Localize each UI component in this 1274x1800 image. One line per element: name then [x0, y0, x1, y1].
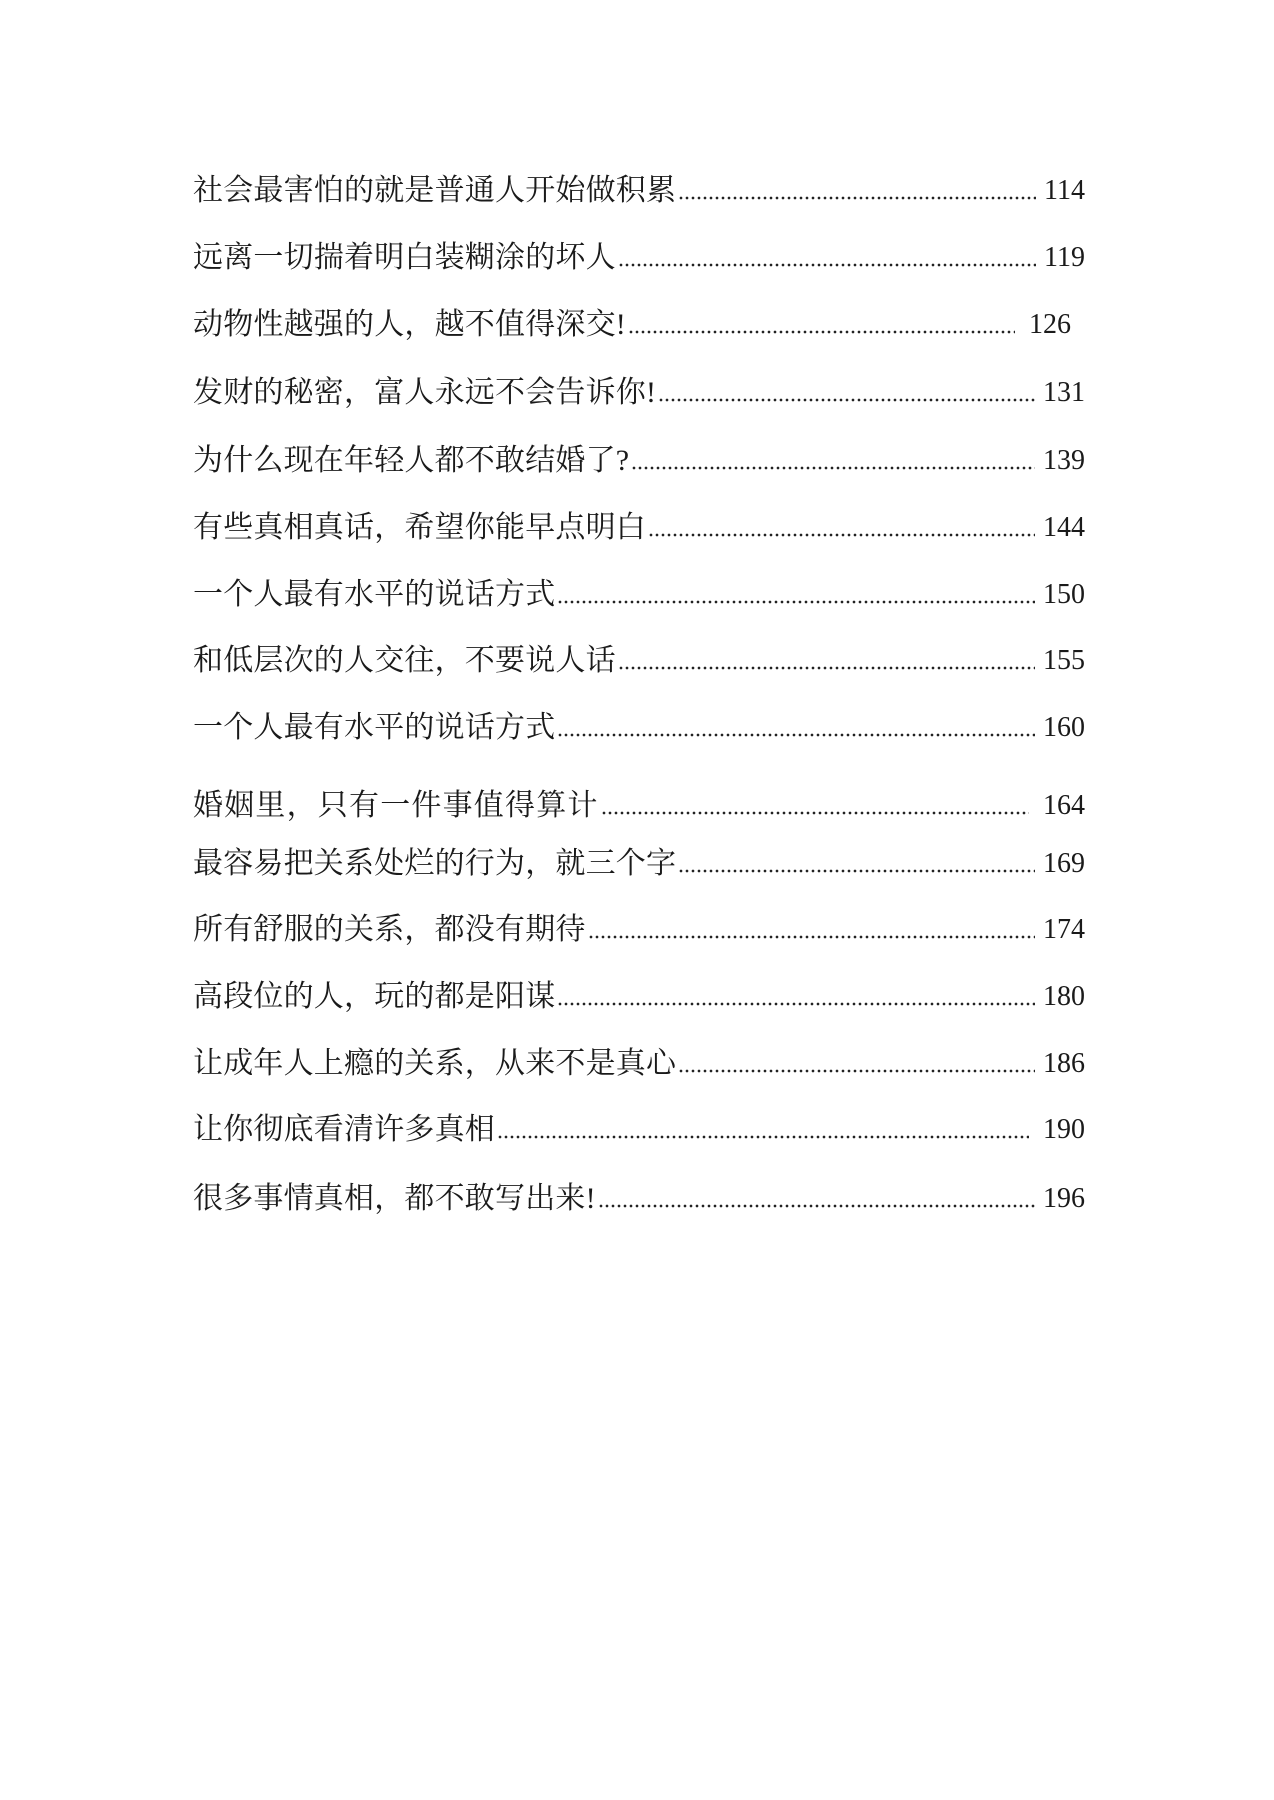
toc-entry: [193, 910, 1085, 950]
toc-entry: [193, 708, 1085, 748]
dot-leader: [557, 732, 1035, 738]
toc-entry-page-number: 169: [1043, 848, 1085, 879]
toc-entry-title: 动物性越强的人，越不值得深交!: [193, 308, 626, 341]
toc-entry-page-number: 150: [1043, 579, 1085, 610]
dot-leader: [557, 599, 1035, 605]
toc-entry-title: 很多事情真相，都不敢写出来!: [193, 1182, 596, 1215]
toc-entry-title: 一个人最有水平的说话方式: [193, 711, 556, 744]
toc-entry-page-number: 174: [1043, 914, 1085, 945]
dot-leader: [618, 262, 1036, 268]
toc-entry-title: 婚姻里，只有一件事值得算计: [193, 789, 599, 822]
toc-entry: [193, 1179, 1085, 1219]
toc-entry-title: 让你彻底看清许多真相: [193, 1113, 495, 1146]
toc-entry-title: 和低层次的人交往，不要说人话: [193, 644, 616, 677]
toc-entry-page-number: 196: [1043, 1183, 1085, 1214]
dot-leader: [557, 1001, 1035, 1007]
toc-entry-page-number: 160: [1043, 712, 1085, 743]
toc-entry-title: 为什么现在年轻人都不敢结婚了?: [193, 444, 630, 477]
toc-entry: [193, 786, 1085, 826]
toc-entry: [193, 641, 1085, 681]
toc-entry-page-number: 114: [1044, 175, 1085, 206]
toc-entry-title: 发财的秘密，富人永远不会告诉你!: [193, 376, 657, 409]
dot-leader: [678, 195, 1036, 201]
toc-entry-page-number: 180: [1043, 981, 1085, 1012]
toc-entry: [193, 844, 1085, 884]
toc-entry-page-number: 164: [1043, 790, 1085, 821]
toc-entry-page-number: 186: [1043, 1048, 1085, 1079]
toc-entry-page-number: 126: [1029, 309, 1071, 340]
toc-entry-title: 远离一切揣着明白装糊涂的坏人: [193, 241, 616, 274]
dot-leader: [678, 868, 1035, 874]
dot-leader: [628, 329, 1015, 335]
toc-entry: [193, 508, 1085, 548]
dot-leader: [631, 465, 1035, 471]
toc-entry-page-number: 144: [1043, 512, 1085, 543]
toc-entry-title: 社会最害怕的就是普通人开始做积累: [193, 174, 677, 207]
dot-leader: [618, 665, 1035, 671]
toc-entry-title: 最容易把关系处烂的行为，就三个字: [193, 847, 677, 880]
toc-entry-title: 让成年人上瘾的关系，从来不是真心: [193, 1047, 677, 1080]
toc-entry-title: 所有舒服的关系，都没有期待: [193, 913, 586, 946]
toc-entry: [193, 441, 1085, 481]
toc-entry-title: 有些真相真话，希望你能早点明白: [193, 511, 646, 544]
toc-list: [193, 0, 1085, 1800]
toc-entry: [193, 171, 1085, 211]
toc-entry: [193, 305, 1071, 345]
dot-leader: [678, 1068, 1035, 1074]
dot-leader: [497, 1134, 1029, 1140]
dot-leader: [588, 934, 1035, 940]
toc-entry-page-number: 131: [1043, 377, 1085, 408]
toc-entry: [193, 1110, 1085, 1150]
toc-entry-page-number: 119: [1044, 242, 1085, 273]
toc-entry: [193, 575, 1085, 615]
toc-entry: [193, 1044, 1085, 1084]
dot-leader: [648, 532, 1035, 538]
toc-entry-title: 高段位的人，玩的都是阳谋: [193, 980, 556, 1013]
toc-entry-page-number: 190: [1043, 1114, 1085, 1145]
toc-entry: [193, 977, 1085, 1017]
toc-entry: [193, 373, 1085, 413]
dot-leader: [601, 810, 1029, 816]
dot-leader: [598, 1203, 1035, 1209]
toc-entry-page-number: 155: [1043, 645, 1085, 676]
toc-entry-title: 一个人最有水平的说话方式: [193, 578, 556, 611]
toc-entry: [193, 238, 1085, 278]
dot-leader: [658, 397, 1035, 403]
toc-entry-page-number: 139: [1043, 445, 1085, 476]
